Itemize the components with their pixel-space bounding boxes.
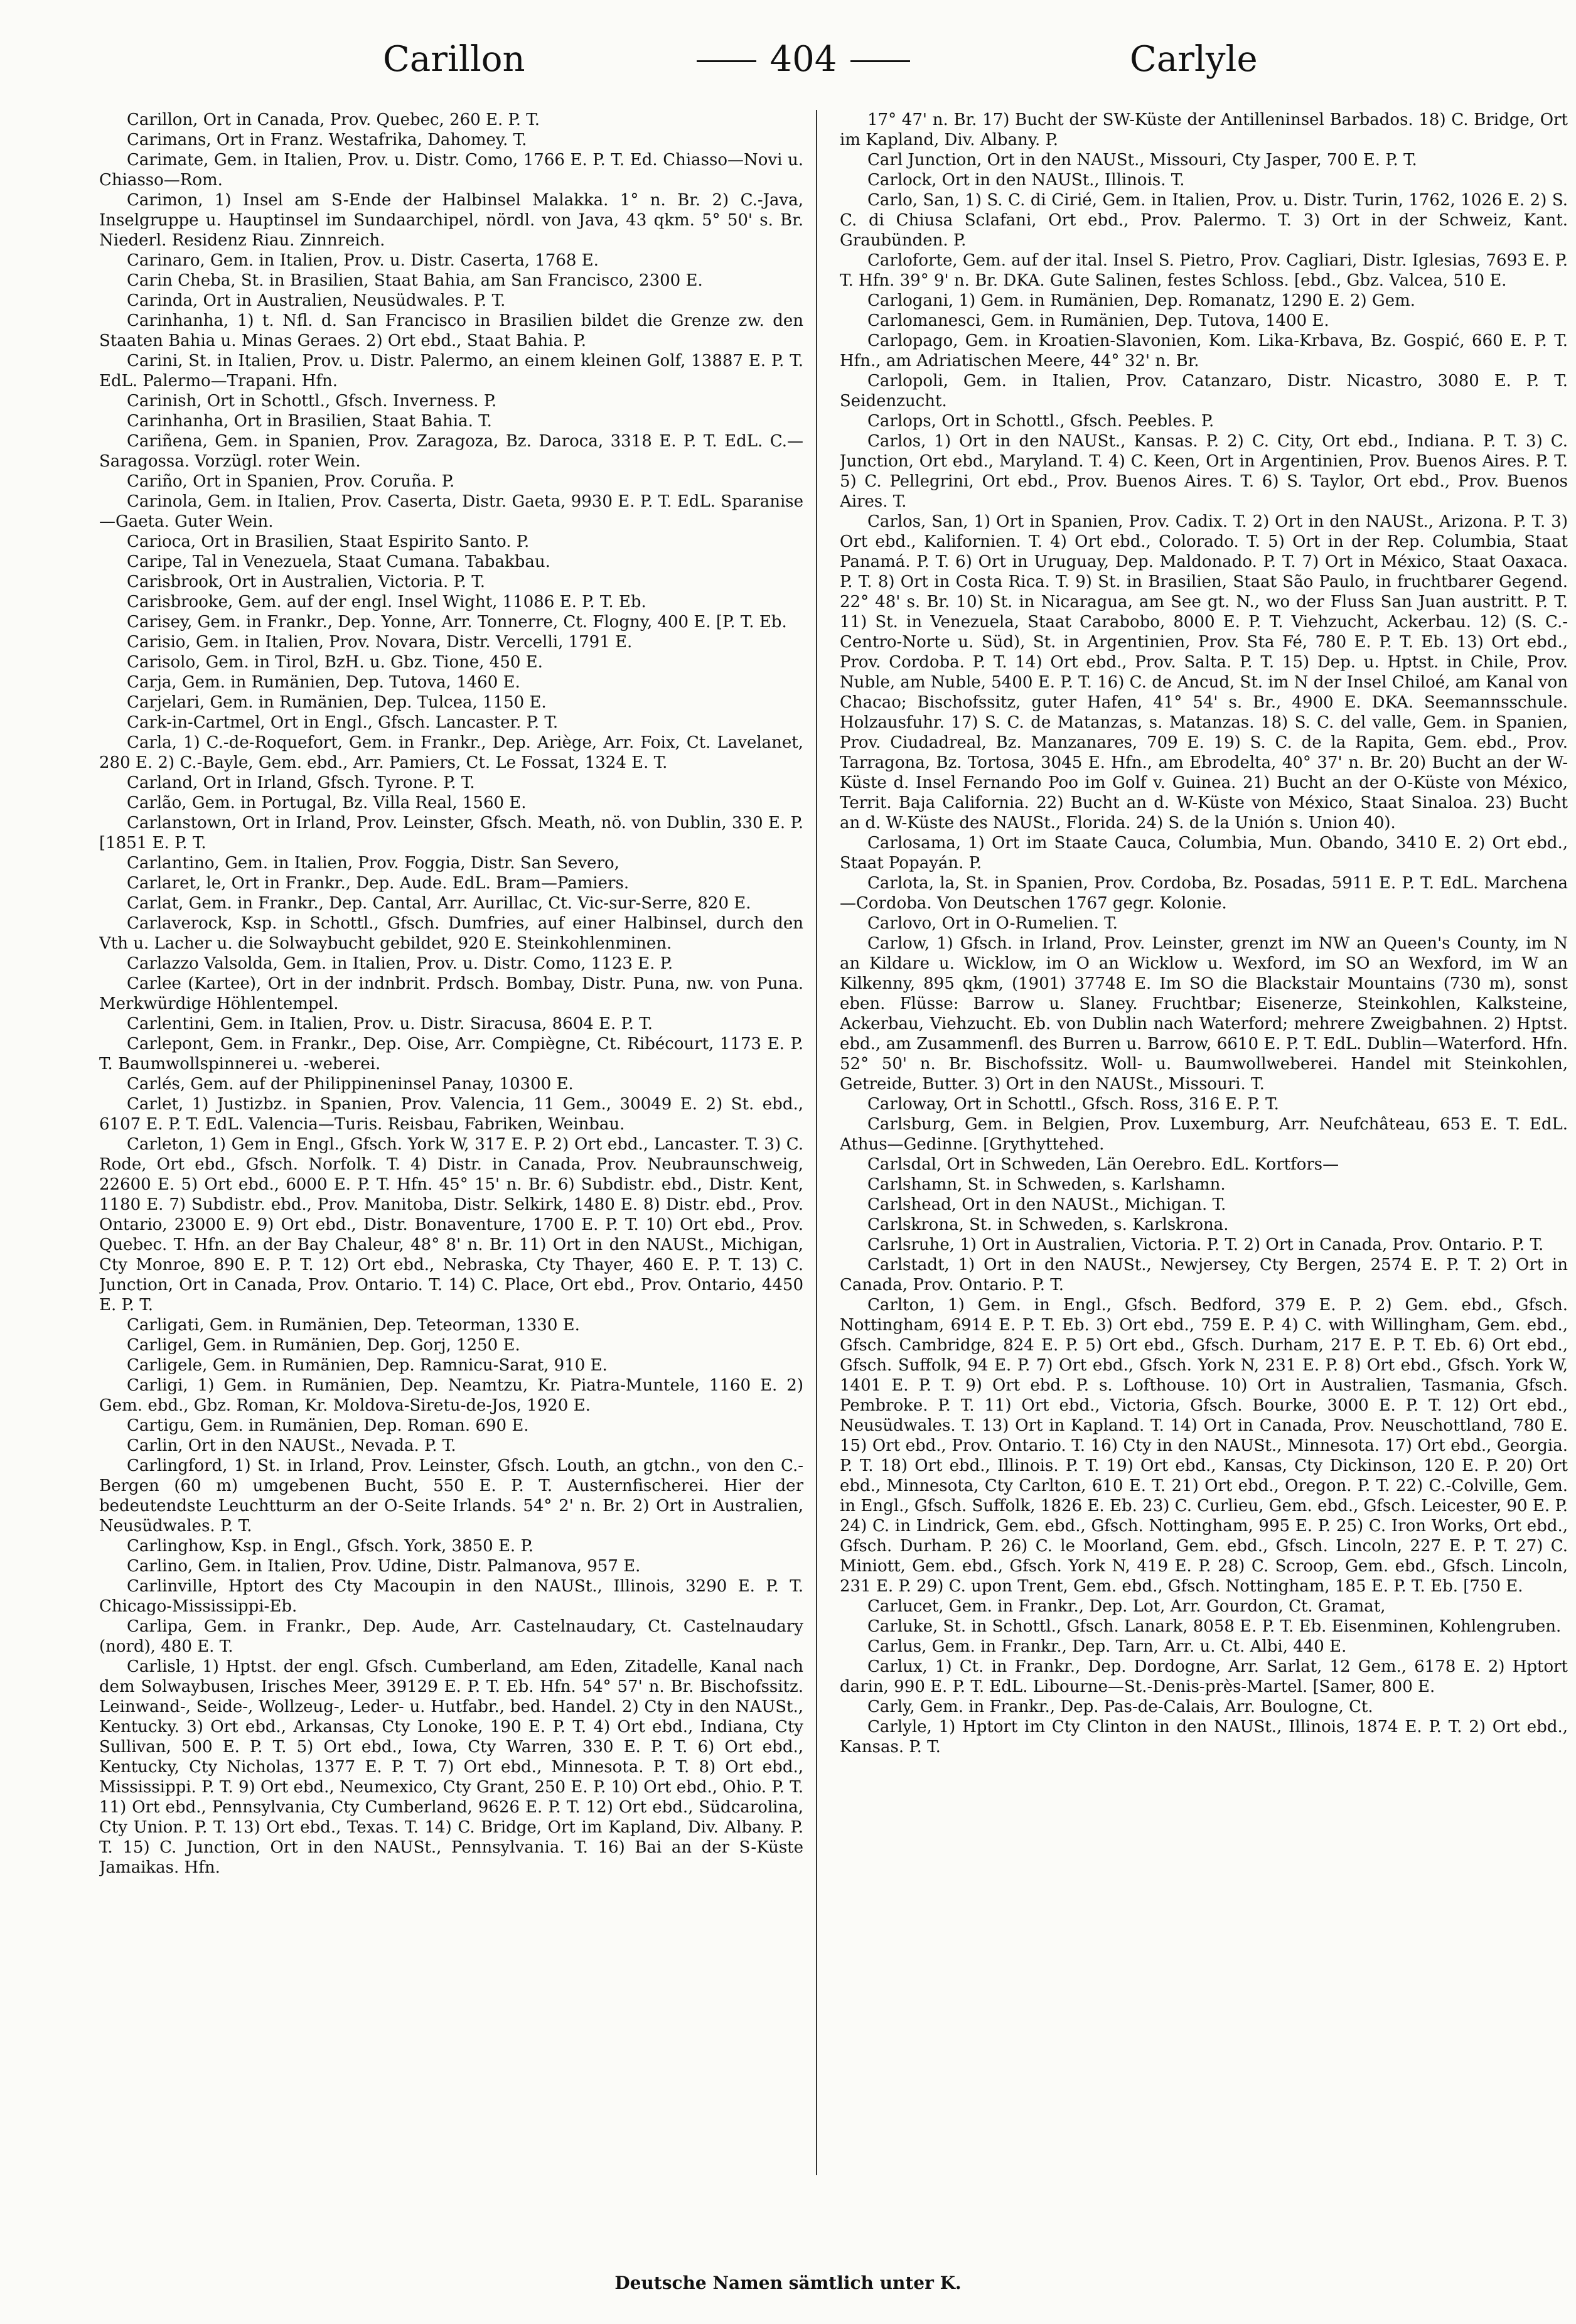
dictionary-entry: Carlos, 1) Ort in den NAUSt., Kansas. P. 2) C. City, Ort ebd., Indiana. P. T. 3) C. Junction, Ort ebd., Maryland. T. 4) C. Keen, Ort in Argentinien, Prov. Buenos Aires. P. T. 5) C. Pellegrini, Ort ebd., Prov. Buenos Aires. T. 6) S. Taylor, Ort ebd., Prov. Buenos Aires. T. (840, 432, 1568, 511)
page-header (0, 39, 1576, 89)
dictionary-entry: Carlstadt, 1) Ort in den NAUSt., Newjersey, Cty Bergen, 2574 E. P. T. 2) Ort in Canada, Prov. Ontario. P. T. (840, 1256, 1568, 1294)
dictionary-entry: Carloforte, Gem. auf der ital. Insel S. Pietro, Prov. Cagliari, Distr. Iglesias, 7693 E. P. T. Hfn. 39° 9' n. Br. DKA. Gute Salinen, festes Schloss. [ebd., Gbz. Valcea, 510 E. (840, 251, 1568, 290)
dictionary-entry: Carlshamn, St. in Schweden, s. Karlshamn. (867, 1175, 1226, 1194)
dictionary-entry: Carlinville, Hptort des Cty Macoupin in den NAUSt., Illinois, 3290 E. P. T. Chicago-Mississippi-Eb. (99, 1577, 803, 1616)
dictionary-entry: Carioca, Ort in Brasilien, Staat Espirito Santo. P. (127, 532, 530, 551)
dictionary-entry: Carligel, Gem. in Rumänien, Dep. Gorj, 1250 E. (127, 1336, 520, 1355)
dictionary-entry: Carlovo, Ort in O-Rumelien. T. (867, 914, 1118, 933)
dictionary-entry: Carlopoli, Gem. in Italien, Prov. Catanzaro, Distr. Nicastro, 3080 E. P. T. Seidenzucht. (840, 372, 1568, 411)
dictionary-entry: Carlat, Gem. in Frankr., Dep. Cantal, Arr. Aurillac, Ct. Vic-sur-Serre, 820 E. (127, 894, 751, 913)
dictionary-entry: Carlazzo Valsolda, Gem. in Italien, Prov. u. Distr. Como, 1123 E. P. (127, 954, 673, 973)
dictionary-entry: Carinaro, Gem. in Italien, Prov. u. Distr. Caserta, 1768 E. (127, 251, 599, 270)
column-divider (816, 110, 817, 2175)
dictionary-entry: Carlsburg, Gem. in Belgien, Prov. Luxemburg, Arr. Neufchâteau, 653 E. T. EdL. Athus—Gedinne. [Grythyttehed. (840, 1115, 1568, 1154)
dictionary-entry: Carland, Ort in Irland, Gfsch. Tyrone. P. T. (127, 773, 475, 792)
dictionary-entry: Carisbrook, Ort in Australien, Victoria. P. T. (127, 573, 486, 591)
dictionary-entry: Carlock, Ort in den NAUSt., Illinois. T. (867, 171, 1185, 190)
dictionary-entry: Carlaverock, Ksp. in Schottl., Gfsch. Dumfries, auf einer Halbinsel, durch den Vth u. Lacher u. die Solwaybucht gebildet, 920 E. Steinkohlenminen. (99, 914, 803, 953)
dictionary-entry: Carlomanesci, Gem. in Rumänien, Dep. Tutova, 1400 E. (867, 311, 1329, 330)
dictionary-entry: Carinhanha, 1) t. Nfl. d. San Francisco in Brasilien bildet die Grenze zw. den Staaten Bahia u. Minas Geraes. 2) Ort ebd., Staat Bahia. P. (99, 311, 803, 350)
dictionary-entry: Carlsruhe, 1) Ort in Australien, Victoria. P. T. 2) Ort in Canada, Prov. Ontario. P. T. (867, 1235, 1544, 1254)
right-column (840, 110, 1568, 2188)
dictionary-entry: Cartigu, Gem. in Rumänien, Dep. Roman. 690 E. (127, 1416, 529, 1435)
dictionary-entry: Carlantino, Gem. in Italien, Prov. Foggia, Distr. San Severo, (127, 854, 619, 873)
dictionary-entry: Carla, 1) C.-de-Roquefort, Gem. in Frankr., Dep. Ariège, Arr. Foix, Ct. Lavelanet, 280 E. 2) C.-Bayle, Gem. ebd., Arr. Pamiers, Ct. Le Fossat, 1324 E. T. (99, 733, 803, 772)
dictionary-entry: Carlão, Gem. in Portugal, Bz. Villa Real, 1560 E. (127, 793, 527, 812)
dictionary-entry: Carinola, Gem. in Italien, Prov. Caserta, Distr. Gaeta, 9930 E. P. T. EdL. Sparanise—Gaeta. Guter Wein. (99, 492, 803, 531)
dictionary-entry: Carlskrona, St. in Schweden, s. Karlskrona. (867, 1215, 1229, 1234)
dictionary-entry: Carlops, Ort in Schottl., Gfsch. Peebles. P. (867, 412, 1214, 431)
dictionary-entry: Carlota, la, St. in Spanien, Prov. Cordoba, Bz. Posadas, 5911 E. P. T. EdL. Marchena—Cordoba. Von Deutschen 1767 gegr. Kolonie. (840, 874, 1568, 913)
dictionary-entry: Carlinghow, Ksp. in Engl., Gfsch. York, 3850 E. P. (127, 1537, 533, 1556)
dictionary-entry: Cark-in-Cartmel, Ort in Engl., Gfsch. Lancaster. P. T. (127, 713, 559, 732)
dictionary-entry: Carinda, Ort in Australien, Neusüdwales. P. T. (127, 291, 506, 310)
dictionary-entry: Carin Cheba, St. in Brasilien, Staat Bahia, am San Francisco, 2300 E. (127, 271, 703, 290)
left-column (99, 110, 803, 2188)
dictionary-entry: Carlanstown, Ort in Irland, Prov. Leinster, Gfsch. Meath, nö. von Dublin, 330 E. P. [1851 E. P. T. (99, 814, 803, 853)
dictionary-entry: Carlee (Kartee), Ort in der indnbrit. Prdsch. Bombay, Distr. Puna, nw. von Puna. Merkwürdige Höhlentempel. (99, 974, 803, 1013)
header-right-word: Carlyle (1130, 39, 1258, 80)
dictionary-entry: Carisbrooke, Gem. auf der engl. Insel Wight, 11086 E. P. T. Eb. (127, 593, 646, 611)
dictionary-entry: Carlucet, Gem. in Frankr., Dep. Lot, Arr. Gourdon, Ct. Gramat, (867, 1597, 1386, 1616)
dictionary-entry: Carlton, 1) Gem. in Engl., Gfsch. Bedford, 379 E. P. 2) Gem. ebd., Gfsch. Nottingham, 6914 E. P. T. Eb. 3) Ort ebd., 759 E. P. 4) C. with Willingham, Gem. ebd., Gfsch. Cambridge, 824 E. P. 5) Ort ebd., Gfsch. Durham, 217 E. P. T. Eb. 6) Ort ebd., Gfsch. Suffolk, 94 E. P. 7) Ort ebd., Gfsch. York N, 231 E. P. 8) Ort ebd., Gfsch. York W, 1401 E. P. T. 9) Ort ebd. P. s. Lofthouse. 10) Ort in Australien, Tasmania, Gfsch. Pembroke. P. T. 11) Ort ebd., Victoria, Gfsch. Bourke, 3000 E. P. T. 12) Ort ebd., Neusüdwales. T. 13) Ort in Kapland. T. 14) Ort in Canada, Prov. Neuschottland, 780 E. 15) Ort ebd., Prov. Ontario. T. 16) Cty in den NAUSt., Minnesota. 17) Ort ebd., Georgia. P. T. 18) Ort ebd., Illinois. P. T. 19) Ort ebd., Kansas, Cty Dickinson, 120 E. P. 20) Ort ebd., Minnesota, Cty Carlton, 610 E. T. 21) Ort ebd., Oregon. P. T. 22) C.-Colville, Gem. in Engl., Gfsch. Suffolk, 1826 E. Eb. 23) C. Curlieu, Gem. ebd., Gfsch. Leicester, 90 E. P. 24) C. in Lindrick, Gem. ebd., Gfsch. Nottingham, 995 E. P. 25) C. Iron Works, Ort ebd., Gfsch. Durham. P. 26) C. le Moorland, Gem. ebd., Gfsch. Lincoln, 227 E. P. T. 27) C. Miniott, Gem. ebd., Gfsch. York N, 419 E. P. 28) C. Scroop, Gem. ebd., Gfsch. Lincoln, 231 E. P. 29) C. upon Trent, Gem. ebd., Gfsch. Nottingham, 185 E. P. T. Eb. [750 E. (840, 1296, 1568, 1596)
dictionary-entry: Carlingford, 1) St. in Irland, Prov. Leinster, Gfsch. Louth, an gtchn., von den C.-Bergen (60 m) umgebenen Bucht, 550 E. P. T. Austernfischerei. Hier der bedeutendste Leuchtturm an der O-Seite Irlands. 54° 2' n. Br. 2) Ort in Australien, Neusüdwales. P. T. (99, 1456, 803, 1536)
dictionary-entry: Carimans, Ort in Franz. Westafrika, Dahomey. T. (127, 131, 527, 149)
dictionary-entry: Caripe, Tal in Venezuela, Staat Cumana. Tabakbau. (127, 552, 550, 571)
dictionary-entry: Carjelari, Gem. in Rumänien, Dep. Tulcea, 1150 E. (127, 693, 547, 712)
dictionary-entry: Carlepont, Gem. in Frankr., Dep. Oise, Arr. Compiègne, Ct. Ribécourt, 1173 E. P. T. Baumwollspinnerei u. -weberei. (99, 1035, 803, 1073)
dictionary-entry: Carlos, San, 1) Ort in Spanien, Prov. Cadix. T. 2) Ort in den NAUSt., Arizona. P. T. 3) Ort ebd., Kalifornien. T. 4) Ort ebd., Colorado. T. 5) Ort in der Rep. Columbia, Staat Panamá. P. T. 6) Ort in Uruguay, Dep. Maldonado. P. T. 7) Ort in México, Staat Oaxaca. P. T. 8) Ort in Costa Rica. T. 9) St. in Brasilien, Staat São Paulo, in fruchtbarer Gegend. 22° 48' s. Br. 10) St. in Nicaragua, am See gt. N., wo der Fluss San Juan austritt. P. T. 11) St. in Venezuela, Staat Carabobo, 8000 E. P. T. Viehzucht, Ackerbau. 12) (S. C.-Centro-Norte u. Süd), St. in Argentinien, Prov. Sta Fé, 780 E. P. T. Eb. 13) Ort ebd., Prov. Cordoba. P. T. 14) Ort ebd., Prov. Salta. P. T. 15) Dep. u. Hptst. in Chile, Prov. Nuble, am Nuble, 5400 E. P. T. 16) C. de Ancud, St. im N der Insel Chiloé, am Kanal von Chacao; Bischofssitz, guter Hafen, 41° 54' s. Br., 4900 E. DKA. Seemannsschule. Holzausfuhr. 17) S. C. de Matanzas, s. Matanzas. 18) S. C. del valle, Gem. in Spanien, Prov. Ciudadreal, Bz. Manzanares, 709 E. 19) S. C. de la Rapita, Gem. ebd., Prov. Tarragona, Bz. Tortosa, 3045 E. Hfn., am Ebrodelta, 40° 37' n. Br. 20) Bucht an der W-Küste d. Insel Fernando Poo im Golf v. Guinea. 21) Bucht an der O-Küste von México, Territ. Baja California. 22) Bucht an d. W-Küste von México, Staat Sinaloa. 23) Bucht an d. W-Küste des NAUSt., Florida. 24) S. de la Unión s. Union 40). (840, 512, 1568, 832)
dictionary-entry: Carini, St. in Italien, Prov. u. Distr. Palermo, an einem kleinen Golf, 13887 E. P. T. EdL. Palermo—Trapani. Hfn. (99, 352, 803, 390)
dictionary-entry: Carlet, 1) Justizbz. in Spanien, Prov. Valencia, 11 Gem., 30049 E. 2) St. ebd., 6107 E. P. T. EdL. Valencia—Turis. Reisbau, Fabriken, Weinbau. (99, 1095, 803, 1134)
dictionary-entry: Carligi, 1) Gem. in Rumänien, Dep. Neamtzu, Kr. Piatra-Muntele, 1160 E. 2) Gem. ebd., Gbz. Roman, Kr. Moldova-Siretu-de-Jos, 1920 E. (99, 1376, 803, 1415)
dictionary-entry: Carisey, Gem. in Frankr., Dep. Yonne, Arr. Tonnerre, Ct. Flogny, 400 E. [P. T. Eb. (127, 613, 787, 632)
dictionary-entry: Carligele, Gem. in Rumänien, Dep. Ramnicu-Sarat, 910 E. (127, 1356, 608, 1375)
dictionary-entry: Carligati, Gem. in Rumänien, Dep. Teteorman, 1330 E. (127, 1316, 580, 1335)
dictionary-entry: Carimon, 1) Insel am S-Ende der Halbinsel Malakka. 1° n. Br. 2) C.-Java, Inselgruppe u. Hauptinsel im Sundaarchipel, nördl. von Java, 43 qkm. 5° 50' s. Br. Niederl. Residenz Riau. Zinnreich. (99, 191, 803, 250)
dictionary-entry: Carlaret, le, Ort in Frankr., Dep. Aude. EdL. Bram—Pamiers. (127, 874, 630, 893)
dictionary-entry: Carlin, Ort in den NAUSt., Nevada. P. T. (127, 1436, 456, 1455)
dictionary-entry: Carinish, Ort in Schottl., Gfsch. Inverness. P. (127, 392, 497, 411)
dictionary-entry: Carlsdal, Ort in Schweden, Län Oerebro. EdL. Kortfors— (867, 1155, 1339, 1174)
dictionary-entry: Carlshead, Ort in den NAUSt., Michigan. T. (867, 1195, 1226, 1214)
dictionary-entry: Carl Junction, Ort in den NAUSt., Missouri, Cty Jasper, 700 E. P. T. (867, 151, 1417, 169)
dictionary-entry: Carlino, Gem. in Italien, Prov. Udine, Distr. Palmanova, 957 E. (127, 1557, 641, 1576)
dictionary-entry: Cariño, Ort in Spanien, Prov. Coruña. P. (127, 472, 455, 491)
dictionary-entry: Carlus, Gem. in Frankr., Dep. Tarn, Arr. u. Ct. Albi, 440 E. (867, 1637, 1347, 1656)
page-number: 404 (709, 39, 898, 80)
dictionary-entry: Carinhanha, Ort in Brasilien, Staat Bahia. T. (127, 412, 492, 431)
dictionary-entry: Carlosama, 1) Ort im Staate Cauca, Columbia, Mun. Obando, 3410 E. 2) Ort ebd., Staat Popayán. P. (840, 834, 1568, 873)
dictionary-entry: Carisolo, Gem. in Tirol, BzH. u. Gbz. Tione, 450 E. (127, 653, 543, 672)
dictionary-entry: Carly, Gem. in Frankr., Dep. Pas-de-Calais, Arr. Boulogne, Ct. (867, 1697, 1373, 1716)
dictionary-entry: Carisio, Gem. in Italien, Prov. Novara, Distr. Vercelli, 1791 E. (127, 633, 633, 652)
dictionary-entry: Carleton, 1) Gem in Engl., Gfsch. York W, 317 E. P. 2) Ort ebd., Lancaster. T. 3) C. Rode, Ort ebd., Gfsch. Norfolk. T. 4) Distr. in Canada, Prov. Neubraunschweig, 22600 E. 5) Ort ebd., 6000 E. P. T. Hfn. 45° 15' n. Br. 6) Subdistr. ebd., Distr. Kent, 1180 E. 7) Subdistr. ebd., Prov. Manitoba, Distr. Selkirk, 1480 E. 8) Distr. ebd., Prov. Ontario, 23000 E. 9) Ort ebd., Distr. Bonaventure, 1700 E. P. T. 10) Ort ebd., Prov. Quebec. T. Hfn. an der Bay Chaleur, 48° 8' n. Br. 11) Ort in den NAUSt., Michigan, Cty Monroe, 890 E. P. T. 12) Ort ebd., Nebraska, Cty Thayer, 460 E. P. T. 13) C. Junction, Ort in Canada, Prov. Ontario. T. 14) C. Place, Ort ebd., Prov. Ontario, 4450 E. P. T. (99, 1135, 803, 1315)
dictionary-entry: Carlisle, 1) Hptst. der engl. Gfsch. Cumberland, am Eden, Zitadelle, Kanal nach dem Solwaybusen, Irisches Meer, 39129 E. P. T. Eb. Hfn. 54° 57' n. Br. Bischofssitz. Leinwand-, Seide-, Wollzeug-, Leder- u. Hutfabr., bed. Handel. 2) Cty in den NAUSt., Kentucky. 3) Ort ebd., Arkansas, Cty Lonoke, 190 E. P. T. 4) Ort ebd., Indiana, Cty Sullivan, 500 E. P. T. 5) Ort ebd., Iowa, Cty Warren, 330 E. P. T. 6) Ort ebd., Kentucky, Cty Nicholas, 1377 E. P. T. 7) Ort ebd., Minnesota. P. T. 8) Ort ebd., Mississippi. P. T. 9) Ort ebd., Neumexico, Cty Grant, 250 E. P. 10) Ort ebd., Ohio. P. T. 11) Ort ebd., Pennsylvania, Cty Cumberland, 9626 E. P. T. 12) Ort ebd., Südcarolina, Cty Union. P. T. 13) Ort ebd., Texas. T. 14) C. Bridge, Ort im Kapland, Div. Albany. P. T. 15) C. Junction, Ort in den NAUSt., Pennsylvania. T. 16) Bai an der S-Küste Jamaikas. Hfn. (99, 1657, 803, 1877)
dictionary-entry: Carja, Gem. in Rumänien, Dep. Tutova, 1460 E. (127, 673, 520, 692)
dictionary-entry: Carlyle, 1) Hptort im Cty Clinton in den NAUSt., Illinois, 1874 E. P. T. 2) Ort ebd., Kansas. P. T. (840, 1718, 1568, 1756)
dictionary-entry: Carlopago, Gem. in Kroatien-Slavonien, Kom. Lika-Krbava, Bz. Gospić, 660 E. P. T. Hfn., am Adriatischen Meere, 44° 32' n. Br. (840, 331, 1568, 370)
dictionary-entry: Carloway, Ort in Schottl., Gfsch. Ross, 316 E. P. T. (867, 1095, 1279, 1114)
dictionary-entry: Carlentini, Gem. in Italien, Prov. u. Distr. Siracusa, 8604 E. P. T. (127, 1014, 653, 1033)
header-left-word: Carillon (383, 39, 525, 80)
dictionary-entry: Carlux, 1) Ct. in Frankr., Dep. Dordogne, Arr. Sarlat, 12 Gem., 6178 E. 2) Hptort darin, 990 E. P. T. EdL. Libourne—St.-Denis-près-Martel. [Samer, 800 E. (840, 1657, 1568, 1696)
dictionary-entry: 17° 47' n. Br. 17) Bucht der SW-Küste der Antilleninsel Barbados. 18) C. Bridge, Ort im Kapland, Div. Albany. P. (840, 110, 1568, 149)
dictionary-entry: Carluke, St. in Schottl., Gfsch. Lanark, 8058 E. P. T. Eb. Eisenminen, Kohlengruben. (867, 1617, 1562, 1636)
dictionary-entry: Carlés, Gem. auf der Philippineninsel Panay, 10300 E. (127, 1075, 574, 1094)
dictionary-entry: Carimate, Gem. in Italien, Prov. u. Distr. Como, 1766 E. P. T. Ed. Chiasso—Novi u. Chiasso—Rom. (99, 151, 803, 190)
dictionary-entry: Cariñena, Gem. in Spanien, Prov. Zaragoza, Bz. Daroca, 3318 E. P. T. EdL. C.—Saragossa. Vorzügl. roter Wein. (99, 432, 803, 471)
dictionary-entry: Carlow, 1) Gfsch. in Irland, Prov. Leinster, grenzt im NW an Queen's County, im N an Kildare u. Wicklow, im O an Wicklow u. Wexford, im SO an Wexford, im W an Kilkenny, 895 qkm, (1901) 37748 E. Im SO die Blackstair Mountains (730 m), sonst eben. Flüsse: Barrow u. Slaney. Fruchtbar; Eisenerze, Steinkohlen, Kalksteine, Ackerbau, Viehzucht. Eb. von Dublin nach Waterford; mehrere Zweigbahnen. 2) Hptst. ebd., am Zusammenfl. des Burren u. Barrow, 6610 E. P. T. EdL. Dublin—Waterford. Hfn. 52° 50' n. Br. Bischofssitz. Woll- u. Baumwollweberei. Handel mit Steinkohlen, Getreide, Butter. 3) Ort in den NAUSt., Missouri. T. (840, 934, 1568, 1094)
dictionary-entry: Carlipa, Gem. in Frankr., Dep. Aude, Arr. Castelnaudary, Ct. Castelnaudary (nord), 480 E. T. (99, 1617, 803, 1656)
dictionary-entry: Carillon, Ort in Canada, Prov. Quebec, 260 E. P. T. (127, 110, 540, 129)
dictionary-entry: Carlogani, 1) Gem. in Rumänien, Dep. Romanatz, 1290 E. 2) Gem. (867, 291, 1416, 310)
dictionary-entry: Carlo, San, 1) S. C. di Cirié, Gem. in Italien, Prov. u. Distr. Turin, 1762, 1026 E. 2) S. C. di Chiusa Sclafani, Ort ebd., Prov. Palermo. T. 3) Ort in der Schweiz, Kant. Graubünden. P. (840, 191, 1568, 250)
footer-note: Deutsche Namen sämtlich unter K. (614, 2273, 962, 2293)
